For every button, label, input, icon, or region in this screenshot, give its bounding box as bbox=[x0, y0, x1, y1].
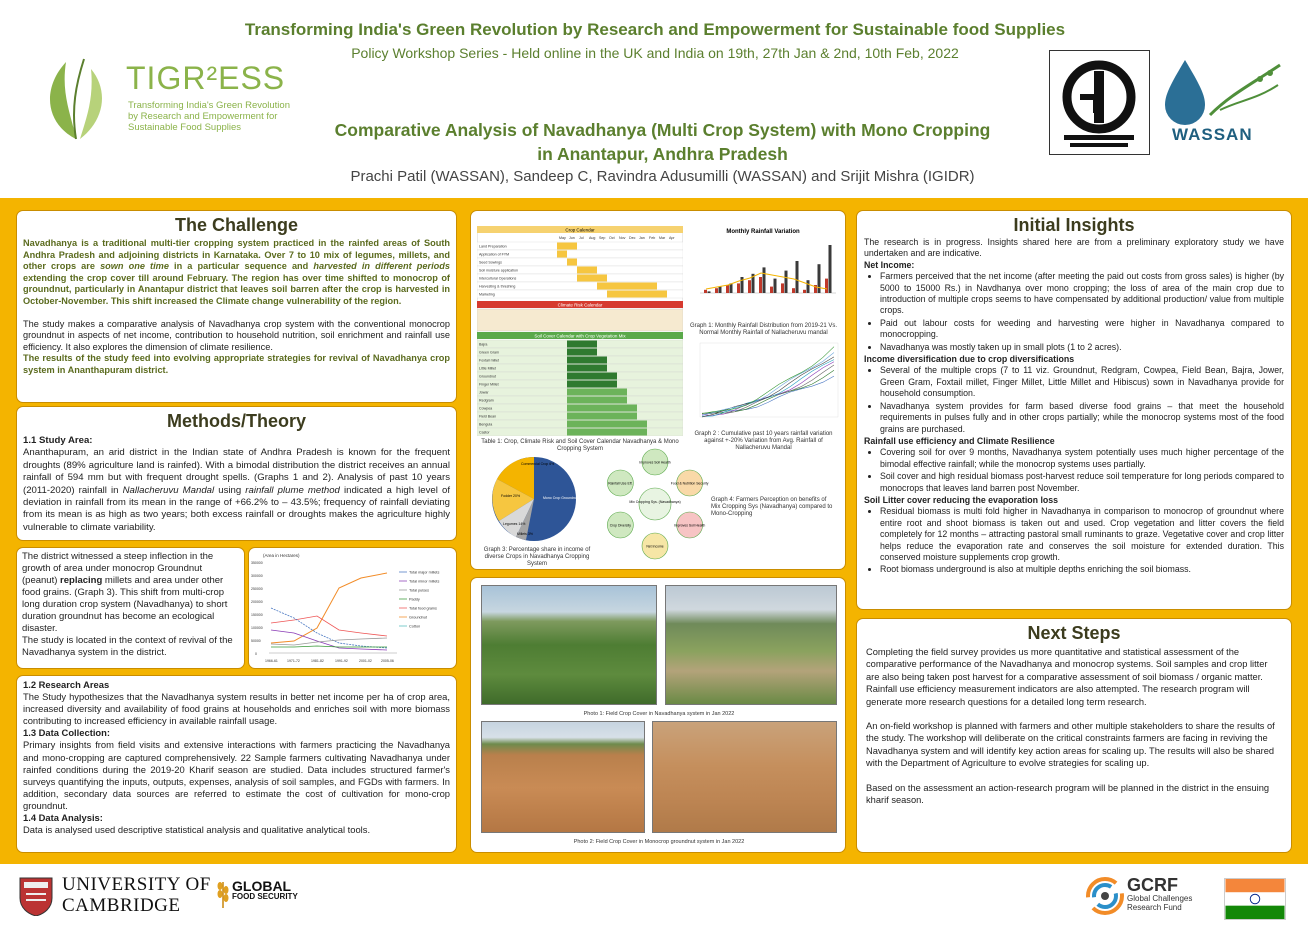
gfs-line-1: GLOBAL bbox=[232, 878, 292, 894]
challenge-p1-d: harvested in different periods bbox=[313, 261, 450, 272]
challenge-title: The Challenge bbox=[174, 215, 299, 235]
methods-text bbox=[23, 435, 450, 534]
wassan-logo bbox=[1160, 55, 1285, 155]
soil-row-label: Little Millet bbox=[479, 366, 496, 371]
poster-footer bbox=[0, 864, 1308, 925]
soil-row-label: Bengula bbox=[479, 422, 493, 427]
methods-p1-d: rainfall plume method bbox=[245, 484, 340, 496]
net-income-list bbox=[864, 271, 1284, 353]
igidr-logo bbox=[1049, 50, 1150, 155]
list-item: • Farmers perceived that the net income (after meeting the paid out costs from gross sales) is higher (by 5000 to 15000 Rs.) in Navdhanya over mono cropping; the loss of area of the main crop due to introduction of multiple crops seems to have compensated by additional production/ value from multiple crops. bbox=[880, 271, 1284, 317]
calendar-row-label: Application of FYM bbox=[479, 252, 510, 257]
x-tick: 1991-92 bbox=[335, 659, 348, 663]
table1-caption: Table 1: Crop, Climate Risk and Soil Cover Calendar Navadhanya & Mono Cropping System bbox=[481, 439, 679, 452]
cycle-node-label: Net Income bbox=[646, 544, 664, 549]
pie-label-commercial: Commercial Crop 6% bbox=[521, 462, 555, 466]
challenge-text bbox=[23, 238, 450, 377]
x-tick: 1981-82 bbox=[311, 659, 324, 663]
calendar-month: Jul bbox=[579, 236, 584, 240]
x-tick: 2005-06 bbox=[381, 659, 394, 663]
challenge-p1-b: sown one time bbox=[100, 261, 169, 272]
photo2-caption: Photo 2: Field Crop Cover in Monocrop groundnut system in Jan 2022 bbox=[573, 839, 745, 845]
calendar-month: Nov bbox=[619, 236, 626, 240]
research-areas-heading: 1.2 Research Areas bbox=[23, 679, 110, 690]
rain-bar-2019 bbox=[704, 290, 707, 293]
net-income-heading: Net Income: bbox=[864, 259, 915, 270]
soil-row-label: Castor bbox=[479, 430, 490, 435]
list-item: • Root biomass underground is also at multiple depths enriching the soil biomass. bbox=[880, 564, 1284, 575]
authors: Prachi Patil (WASSAN), Sandeep C, Ravindra Adusumilli (WASSAN) and Srijit Mishra (IGIDR) bbox=[350, 168, 975, 185]
y-tick: 200000 bbox=[251, 600, 263, 604]
methods-title: Methods/Theory bbox=[166, 411, 306, 431]
calendar-row-label: Intercultural Operations bbox=[479, 276, 517, 281]
soil-row-label: Cowpea bbox=[479, 406, 493, 411]
cycle-node-label: Rainfall Use Eff. bbox=[608, 481, 633, 486]
gcrf-rings-icon bbox=[1085, 876, 1125, 916]
calendar-cell bbox=[557, 243, 577, 250]
rain-bar-2020 bbox=[763, 267, 766, 293]
diversity-list bbox=[864, 365, 1284, 434]
research-panel bbox=[16, 675, 457, 853]
area-trend-chart-panel bbox=[248, 547, 457, 669]
rain-bar-2020 bbox=[730, 283, 733, 293]
workshop-title: Transforming India's Green Revolution by Research and Empowerment for Sustainable food Supplies bbox=[244, 20, 1066, 39]
soil-row-label: Foxtail millet bbox=[479, 358, 499, 363]
litter-list bbox=[864, 506, 1284, 575]
research-areas-paragraph: The Study hypothesizes that the Navadhanya system results in better net income per ha of crop area, increased diversity and availability of food grains at households and enriches soil with more biomass contributing to increased efficiency in available rainfall usage. bbox=[23, 691, 450, 727]
list-item: • Residual biomass is multi fold higher in Navadhanya in comparison to monocrop of groundnut where entire root and shoot biomass is taken out and used. Crop vegetation and litter covers the field completely for 12 months – attracting pastoral small ruminants to graze. Vegetative cover and crop litter helps reduce the evaporation rate and conserves the soil moisture for extended duration. This conserved moisture supplements crop growth. bbox=[880, 506, 1284, 563]
insights-panel bbox=[856, 210, 1292, 610]
rain-bar-2020 bbox=[719, 287, 722, 293]
litter-heading: Soil Litter cover reducing the evaporation loss bbox=[864, 494, 1059, 505]
challenge-p1-c: in a particular sequence and bbox=[168, 261, 314, 272]
next-steps-paragraph-2: An on-field workshop is planned with farmers and other multiple stakeholders to share the results of the study. The workshop will deliberate on the critical constraints farmers are facing in reviving the Navadhanya system and will identify key action areas for scaling up. The results will also be shared with the Department of Agriculture to evolve strategies for scaling up. bbox=[866, 721, 1275, 769]
cycle-node-label: Food & Nutrition Security bbox=[670, 481, 709, 486]
challenge-p1-a: Navadhanya is a traditional multi-tier cropping system practiced in the rainfed areas of South Andhra Pradesh and adjoining districts in Karnataka. Over 7 to 10 mix of legumes, millets, and other crops are bbox=[23, 238, 450, 272]
district-paragraph-2: The study is located in the context of revival of the Navadhanya system in the district. bbox=[22, 635, 233, 658]
workshop-subtitle: Policy Workshop Series - Held online in the UK and India on 19th, 27th Jan & 2nd, 10th Feb, 2022 bbox=[351, 45, 959, 61]
study-area-paragraph bbox=[23, 447, 450, 534]
photo-navadhanya-2 bbox=[665, 585, 837, 705]
data-collection-heading: 1.3 Data Collection: bbox=[23, 727, 110, 739]
legend-item: Total minor millets bbox=[409, 579, 440, 584]
pie-label-fodder: Fodder 20% bbox=[501, 494, 521, 498]
list-item: • Paid out labour costs for weeding and harvesting were higher in Navadhanya compared to monocropping. bbox=[880, 318, 1284, 341]
soil-cover-cell bbox=[567, 421, 647, 428]
rain-bar-2020 bbox=[829, 245, 832, 293]
research-text bbox=[23, 679, 450, 836]
pie-label-legumes: Legumes 14% bbox=[503, 522, 526, 526]
calendar-month: Feb bbox=[649, 236, 656, 240]
calendar-month: Jun bbox=[569, 236, 575, 240]
photo1-caption: Photo 1: Field Crop Cover in Navadhanya system in Jan 2022 bbox=[583, 711, 735, 717]
methods-panel bbox=[16, 406, 457, 541]
y-tick: 250000 bbox=[251, 587, 263, 591]
legend-item: Cotton bbox=[409, 624, 421, 629]
rain-bar-2019 bbox=[781, 283, 784, 293]
list-item: • Navadhanya system provides for farm based diverse food grains – that meet the household requirements in pulses fully and in other crops partially; while the monocrop systems most of the food grains are purchased. bbox=[880, 401, 1284, 435]
district-panel bbox=[16, 547, 245, 669]
y-tick: 150000 bbox=[251, 613, 263, 617]
methods-p1-a: Ananthapuram, an arid district in the Indian state of Andhra Pradesh is known for the frequent droughts (89% agriculture land is rainfed). With a bimodal distribution the district receives an annual rainfall of 594 mm but with frequent drought spells. (Graphs 1 and 2). Analysis of past 10 years (2011-2020) rainfall in bbox=[23, 447, 450, 496]
soil-cover-cell bbox=[567, 389, 627, 396]
x-tick: 1966-61 bbox=[265, 659, 278, 663]
rain-bar-2020 bbox=[774, 279, 777, 293]
challenge-paragraph-1 bbox=[23, 238, 450, 308]
y-tick: 0 bbox=[255, 652, 257, 656]
igidr-emblem-icon bbox=[1050, 51, 1149, 154]
wheat-icon bbox=[214, 878, 232, 908]
insights-intro: The research is in progress. Insights shared here are from a preliminary exploratory study we have undertaken and are indicative. bbox=[864, 237, 1284, 259]
cycle-node-label: Crop Diversity bbox=[609, 523, 632, 528]
study-area-heading: 1.1 Study Area: bbox=[23, 435, 93, 446]
poster-title-line-2: in Anantapur, Andhra Pradesh bbox=[537, 144, 788, 164]
rain-bar-2019 bbox=[759, 277, 762, 293]
calendar-row-label: Harvesting & threshing bbox=[479, 284, 516, 289]
legend-item: Total pulses bbox=[409, 588, 430, 593]
next-steps-text bbox=[866, 646, 1282, 806]
rainfall-list bbox=[864, 447, 1284, 494]
y-tick: 300000 bbox=[251, 574, 263, 578]
rain-bar-2020 bbox=[785, 271, 788, 293]
calendar-month: Aug bbox=[589, 236, 596, 240]
monthly-rainfall-chart bbox=[686, 223, 841, 323]
soil-cover-cell bbox=[567, 429, 647, 436]
methods-p1-b: Nallacheruvu Mandal bbox=[122, 484, 215, 496]
soil-row-label: Field Bean bbox=[479, 414, 497, 419]
list-item: • Soil cover and high residual biomass post-harvest reduce soil temperature for long periods compared to monocrops that leaves land barren post November. bbox=[880, 471, 1284, 494]
series-major-millets bbox=[271, 608, 387, 648]
rain-bar-2020 bbox=[708, 291, 711, 293]
cambridge-line-1: UNIVERSITY OF bbox=[62, 874, 211, 895]
calendar-month: Apr bbox=[669, 236, 675, 240]
soil-cover-cell bbox=[567, 397, 627, 404]
calendar-row-label: Seed Sowings bbox=[479, 260, 502, 265]
legend-item: Groundnut bbox=[409, 615, 427, 620]
wassan-label: WASSAN bbox=[1172, 125, 1253, 144]
soil-cover-cell bbox=[567, 341, 597, 348]
content-band bbox=[0, 198, 1308, 864]
challenge-paragraph-3: The results of the study feed into evolving appropriate strategies for revival of Navadhanya crop system in Ananthapuram district. bbox=[23, 353, 450, 375]
rain-bar-2019 bbox=[748, 280, 751, 293]
area-chart-ylabel: (Area in Hectares) bbox=[263, 553, 300, 558]
rain-bar-2019 bbox=[726, 285, 729, 293]
tigress-name: TIGR²ESS bbox=[126, 60, 286, 96]
calendar-cell bbox=[557, 251, 567, 258]
next-steps-paragraph-1: Completing the field survey provides us more quantitative and statistical assessment of the comparative performance of the Navadhanya and monocrop systems. Soil samples and crop litter are also being taken post harvest for a comparative assessment of soil biomass / organic matter. Rainfall use efficiency measurement indicators are also attempted. The research program will generate more research questions for a detailed long term research. bbox=[866, 647, 1268, 707]
benefits-cycle-diagram bbox=[595, 443, 715, 565]
challenge-paragraph-2: The study makes a comparative analysis of Navadhanya crop system with the conventional monocrop groundnut in aspects of net income, contribution to household nutrition, soil enrichment and rainfall use efficiency. It also explores the dimension of climate resilience. bbox=[23, 318, 450, 352]
y-tick: 50000 bbox=[251, 639, 261, 643]
diversity-heading: Income diversification due to crop diversifications bbox=[864, 354, 1075, 365]
next-steps-panel bbox=[856, 618, 1292, 853]
cambridge-line-2: CAMBRIDGE bbox=[62, 895, 181, 916]
methods-p1-c: using bbox=[214, 484, 246, 496]
figures-panel bbox=[470, 210, 846, 570]
soil-row-label: Jowar bbox=[479, 390, 489, 395]
india-flag-icon bbox=[1224, 878, 1286, 920]
series-total-food-grains bbox=[271, 616, 387, 636]
calendar-cell bbox=[607, 291, 667, 298]
insights-title: Initial Insights bbox=[1013, 215, 1135, 235]
list-item: • Navadhanya was mostly taken up in small plots (1 to 2 acres). bbox=[880, 342, 1284, 353]
soil-row-label: Finger Millet bbox=[479, 382, 499, 387]
calendar-month: Sep bbox=[599, 236, 606, 240]
district-p1-c: millets and area under other food grains. (Graph 3). This shift from multi-crop long duration crop system (Navadhanya) to short duration groundnut has become an ecological disaster. bbox=[22, 575, 228, 634]
gfs-line-2: FOOD SECURITY bbox=[232, 892, 298, 901]
graph4-caption: Graph 4: Farmers Perception on benefits of Mix Cropping Sys (Navadhanya) compared to Mono-Cropping bbox=[711, 497, 833, 517]
y-tick: 350000 bbox=[251, 561, 263, 565]
cycle-node-label: Improves Soil Health bbox=[673, 523, 706, 528]
calendar-header: Crop Calendar bbox=[565, 227, 595, 233]
climate-risk-header: Climate Risk Calendar bbox=[557, 302, 603, 308]
gcrf-line-1: GCRF bbox=[1127, 875, 1178, 895]
cambridge-shield-icon bbox=[18, 876, 54, 916]
photo-monocrop-1 bbox=[481, 721, 645, 833]
rain-bar-2019 bbox=[715, 288, 718, 293]
series-paddy bbox=[271, 646, 387, 647]
rain-bar-2020 bbox=[818, 264, 821, 293]
cambridge-wordmark bbox=[62, 874, 211, 916]
insights-text bbox=[864, 237, 1284, 576]
data-collection-paragraph: Primary insights from field visits and extensive interactions with farmers practicing the Navadhanya and mono-cropping are captured comprehensively. 22 Sample farmers cultivating Navadhanya under rainfed conditions during the 2019-20 Kharif season are studied. Data includes structured farmer's surveys quantifying the inputs, outputs, expenses, analysis of soil samples, and FGDs with farmers. In addition, secondary data sources are referred to estimate the cost of cultivation for mono-crop groundnut. bbox=[23, 739, 450, 811]
graph3-caption: Graph 3: Percentage share in income of diverse Crops in Navadhanya Cropping System bbox=[483, 547, 591, 567]
water-drop-icon bbox=[1160, 55, 1285, 125]
poster-header bbox=[0, 0, 1308, 198]
poster-title bbox=[270, 118, 1055, 166]
poster-title-line-1: Comparative Analysis of Navadhanya (Multi Crop System) with Mono Cropping bbox=[334, 120, 991, 140]
tigress-logo bbox=[36, 54, 296, 144]
list-item: • Several of the multiple crops (7 to 11 viz. Groundnut, Redgram, Cowpea, Field Bean, Bajra, Jower, Green Gram, Foxtail millet, Finger Millet, Little Millet and Hibiscus) sown in Navadhanya provide for household consumption. bbox=[880, 365, 1284, 399]
challenge-p1-e: extending the crop cover till around February. The region has over time shifted to monocrop of groundnut, particularly in Anantapur district that leaves soil barren after the crop is harvested in October-November. This shift increased the Climate change vulnerability of the region. bbox=[23, 272, 450, 306]
global-food-security-logo bbox=[232, 880, 298, 901]
income-share-pie bbox=[481, 449, 587, 549]
rain-bar-2020 bbox=[796, 261, 799, 293]
gcrf-line-2: Global Challenges bbox=[1127, 894, 1193, 903]
x-tick: 1971-72 bbox=[287, 659, 300, 663]
calendar-row-label: Marketing bbox=[479, 292, 495, 297]
pie-label-groundnut: Mono Crop Groundnut 55% bbox=[543, 496, 586, 500]
data-analysis-paragraph: Data is analysed used descriptive statistical analysis and qualitative analytical tools. bbox=[23, 824, 371, 836]
rain-bar-2019 bbox=[825, 279, 828, 293]
soil-cover-header: Soil Cover Calendar with Crop Vegetation Mix bbox=[534, 333, 626, 339]
soil-cover-cell bbox=[567, 373, 617, 380]
soil-cover-cell bbox=[567, 357, 607, 364]
soil-cover-cell bbox=[567, 349, 597, 356]
area-trend-chart bbox=[249, 548, 456, 668]
leaf-icon bbox=[36, 54, 116, 144]
soil-row-label: Groundnut bbox=[479, 374, 496, 379]
legend-item: Total major millets bbox=[409, 570, 440, 575]
legend-item: Paddy bbox=[409, 597, 420, 602]
rainfall-heading: Rainfall use efficiency and Climate Resilience bbox=[864, 435, 1055, 446]
calendar-month: Dec bbox=[629, 236, 636, 240]
calendar-cell bbox=[567, 259, 577, 266]
rain-bar-2020 bbox=[807, 280, 810, 293]
graph1-title: Monthly Rainfall Variation bbox=[726, 229, 800, 235]
photo-navadhanya-1 bbox=[481, 585, 657, 705]
gcrf-line-3: Research Fund bbox=[1127, 903, 1182, 912]
rain-bar-2019 bbox=[770, 287, 773, 293]
soil-cover-cell bbox=[567, 365, 607, 372]
soil-cover-cell bbox=[567, 405, 637, 412]
cycle-center-label: Mix Cropping Sys. (Navadhanya) bbox=[629, 500, 681, 504]
gcrf-wordmark bbox=[1127, 876, 1192, 912]
legend-item: Total food grains bbox=[409, 606, 437, 611]
district-p1-a: The district witnessed a steep inflection in the growth of area under monocrop Groundnut (peanut) bbox=[22, 551, 214, 586]
calendar-month: Oct bbox=[609, 236, 615, 240]
methods-p1-e: indicated a high level of deviation in rainfall from its mean in the range of +66.2% to – 43.5%; frequency of rainfall deviating from its mean is as high as two years; both excess rainfall or droughts makes the agriculture highly vulnerable to climate variability. bbox=[23, 484, 450, 533]
graph2-caption: Graph 2 : Cumulative past 10 years rainfall variation against +-20% Variation from Avg. Rainfall of Nallacheruvu Mandal bbox=[694, 431, 833, 451]
cumulative-rainfall-chart bbox=[686, 339, 841, 429]
photos-panel bbox=[470, 577, 846, 853]
graph1-caption: Graph 1: Monthly Rainfall Distribution from 2019-21 Vs. Normal Monthly Rainfall of Nallacheruvu mandal bbox=[689, 323, 838, 336]
pie-label-millets: Millets 3% bbox=[517, 532, 533, 536]
x-tick: 2001-02 bbox=[359, 659, 372, 663]
calendar-row-label: Soil moisture application bbox=[479, 268, 518, 273]
challenge-panel bbox=[16, 210, 457, 403]
calendar-month: Mar bbox=[659, 236, 666, 240]
district-text bbox=[22, 551, 239, 659]
y-tick: 100000 bbox=[251, 626, 263, 630]
tigress-tagline: Transforming India's Green Revolution by Research and Empowerment for Sustainable Food Supplies bbox=[128, 100, 290, 133]
calendar-cell bbox=[577, 275, 607, 282]
soil-cover-cell bbox=[567, 413, 637, 420]
next-steps-title: Next Steps bbox=[1027, 623, 1121, 643]
district-p1-b: replacing bbox=[60, 575, 103, 586]
calendar-month: May bbox=[559, 236, 566, 240]
list-item: • Covering soil for over 9 months, Navadhanya system potentially uses much higher percentage of the bimodal effective rainfall; while the monocrop systems uses partially. bbox=[880, 447, 1284, 470]
soil-row-label: Green Gram bbox=[479, 350, 499, 355]
rain-bar-2019 bbox=[803, 290, 806, 293]
calendar-row-label: Land Preparation bbox=[479, 244, 507, 249]
soil-row-label: Bajra bbox=[479, 342, 488, 347]
next-steps-paragraph-3: Based on the assessment an action-research program will be planned in the district in the ensuing kharif season. bbox=[866, 782, 1270, 806]
crop-calendar-table bbox=[477, 226, 683, 436]
calendar-month: Jan bbox=[639, 236, 645, 240]
soil-cover-cell bbox=[567, 381, 617, 388]
photo-monocrop-2 bbox=[652, 721, 837, 833]
rain-bar-2019 bbox=[792, 288, 795, 293]
soil-row-label: Redgram bbox=[479, 398, 494, 403]
calendar-cell bbox=[597, 283, 657, 290]
rain-bar-2019 bbox=[737, 283, 740, 293]
cycle-node-label: Improves Soil Health bbox=[639, 460, 671, 465]
district-paragraph-1 bbox=[22, 551, 239, 635]
data-analysis-heading: 1.4 Data Analysis: bbox=[23, 812, 103, 824]
calendar-cell bbox=[577, 267, 597, 274]
